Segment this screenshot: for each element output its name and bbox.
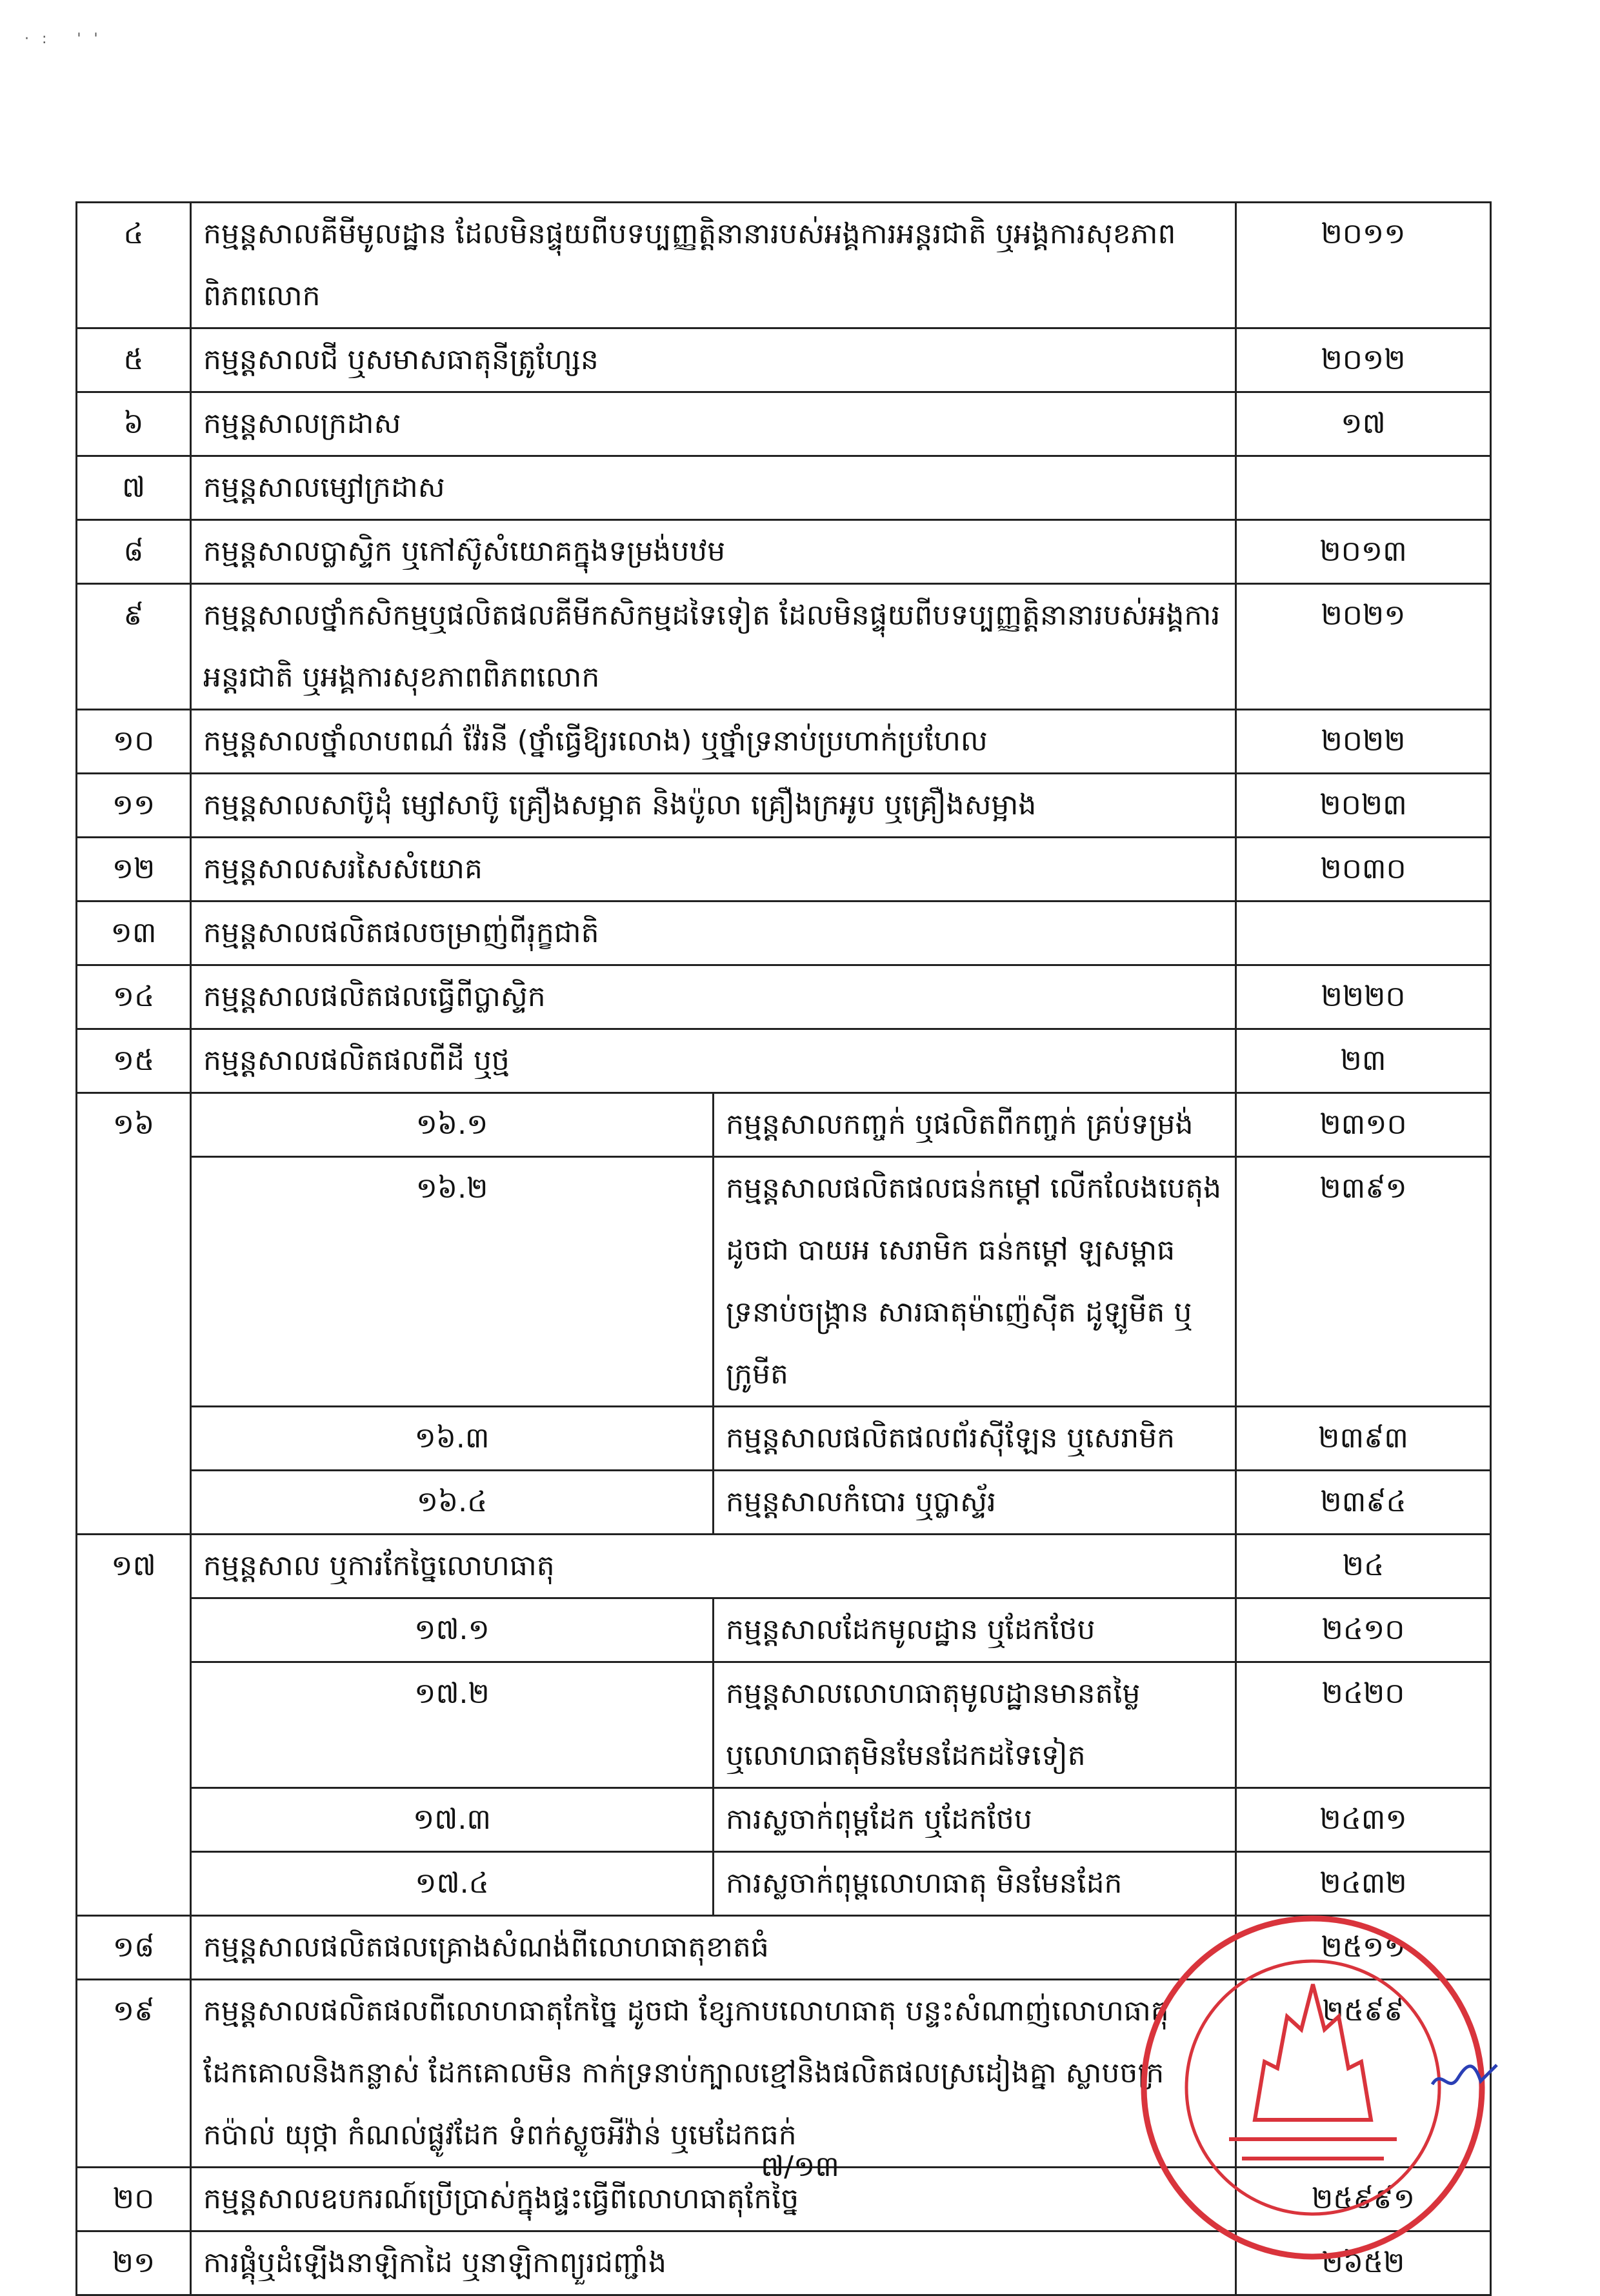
row-number: ៦ — [77, 392, 191, 456]
row-description: កម្មន្តសាលសរសៃសំយោគ — [191, 838, 1236, 901]
row-code: ២២២០ — [1236, 965, 1491, 1029]
signature-mark — [1429, 2055, 1500, 2100]
row-code: ២៤ — [1236, 1535, 1491, 1598]
row-number: ៤ — [77, 203, 191, 328]
row-description: កម្មន្តសាលគីមីមូលដ្ឋាន ដែលមិនផ្ទុយពីបទប្បញ្ញត្តិនានារបស់អង្គការអន្តរជាតិ ឬអង្គការសុខភាពពិភពលោក — [191, 203, 1236, 328]
row-description: ការផ្គុំឬដំឡើងនាឡិកាដៃ ឬនាឡិកាព្យួរជញ្ជាំង — [191, 2231, 1236, 2295]
row-code: ២៥៩៩ — [1236, 1980, 1491, 2168]
table-row — [77, 1471, 1491, 1535]
page-number: ៧/១៣ — [761, 2150, 839, 2183]
row-description: កម្មន្តសាលលោហធាតុមូលដ្ឋានមានតម្លៃ ឬលោហធាតុមិនមែនដែកដទៃទៀត — [714, 1662, 1236, 1788]
row-description: កម្មន្តសាល ឬការកែច្នៃលោហធាតុ — [191, 1535, 1236, 1598]
row-code: ២៦៥២ — [1236, 2231, 1491, 2295]
row-description: កម្មន្តសាលផលិតផលធ្វើពីប្លាស្ទិក — [191, 965, 1236, 1029]
row-number: ៨ — [77, 520, 191, 584]
row-number: ៧ — [77, 456, 191, 520]
table-row — [77, 710, 1491, 774]
row-number: ១២ — [77, 838, 191, 901]
row-code: ២០២៣ — [1236, 774, 1491, 838]
sub-number: ១៧.២ — [191, 1662, 714, 1788]
table-row — [77, 1029, 1491, 1093]
row-number: ១៨ — [77, 1916, 191, 1980]
row-description: ការស្លចាក់ពុម្ពលោហធាតុ មិនមែនដែក — [714, 1852, 1236, 1916]
scan-specks: ·: '' — [25, 31, 111, 47]
table-row — [77, 774, 1491, 838]
table-row — [77, 1662, 1491, 1788]
table-row — [77, 1788, 1491, 1852]
sub-number: ១៦.៣ — [191, 1407, 714, 1471]
row-description: កម្មន្តសាលក្រដាស — [191, 392, 1236, 456]
table-row — [77, 965, 1491, 1029]
row-code: ២៣១០ — [1236, 1093, 1491, 1157]
row-code: ២៥១១ — [1236, 1916, 1491, 1980]
row-code — [1236, 456, 1491, 520]
row-description: កម្មន្តសាលប្លាស្ទិក ឬកៅស៊ូសំយោគក្នុងទម្រង់បឋម — [191, 520, 1236, 584]
table-row — [77, 584, 1491, 710]
row-number: ១៥ — [77, 1029, 191, 1093]
table-row — [77, 1407, 1491, 1471]
row-code: ២០២២ — [1236, 710, 1491, 774]
row-description: កម្មន្តសាលផលិតផលធន់កម្តៅ លើកលែងបេតុង ដូចជា បាយអ សេរាមិក ធន់កម្តៅ ឡសម្ពាធ ទ្រនាប់ចង្ក្រាន សារធាតុម៉ាញ៉េស៊ីត ដូឡូមីត ឬក្រូមីត — [714, 1157, 1236, 1407]
row-code: ២០១២ — [1236, 328, 1491, 392]
row-description: កម្មន្តសាលផលិតផលពីដី ឬថ្ម — [191, 1029, 1236, 1093]
sub-number: ១៧.៤ — [191, 1852, 714, 1916]
row-number: ១៩ — [77, 1980, 191, 2168]
row-description: កម្មន្តសាលជី ឬសមាសធាតុនីត្រូហ្សែន — [191, 328, 1236, 392]
sub-number: ១៦.២ — [191, 1157, 714, 1407]
row-code: ២៣៩១ — [1236, 1157, 1491, 1407]
sub-number: ១៧.៣ — [191, 1788, 714, 1852]
table-row — [77, 392, 1491, 456]
row-description: ការស្លចាក់ពុម្ពដែក ឬដែកថែប — [714, 1788, 1236, 1852]
table-row — [77, 520, 1491, 584]
table-row — [77, 328, 1491, 392]
table-row — [77, 1598, 1491, 1662]
row-code: ២៣៩៣ — [1236, 1407, 1491, 1471]
sub-number: ១៧.១ — [191, 1598, 714, 1662]
row-number: ១៧ — [77, 1535, 191, 1916]
row-number: ២០ — [77, 2168, 191, 2231]
row-code: ២៥៩៩១ — [1236, 2168, 1491, 2231]
row-description: កម្មន្តសាលកញ្ចក់ ឬផលិតពីកញ្ចក់ គ្រប់ទម្រង់ — [714, 1093, 1236, 1157]
row-description: កម្មន្តសាលផលិតផលព័រស៊ីឡែន ឬសេរាមិក — [714, 1407, 1236, 1471]
table-row — [77, 901, 1491, 965]
row-number: ១៣ — [77, 901, 191, 965]
row-code: ១៧ — [1236, 392, 1491, 456]
table-row — [77, 456, 1491, 520]
row-code — [1236, 901, 1491, 965]
sub-number: ១៦.៤ — [191, 1471, 714, 1535]
row-description: កម្មន្តសាលកំបោរ ឬប្លាស្ទ័រ — [714, 1471, 1236, 1535]
row-number: ១៤ — [77, 965, 191, 1029]
row-code: ២៤២០ — [1236, 1662, 1491, 1788]
row-description: កម្មន្តសាលផលិតផលគ្រោងសំណង់ពីលោហធាតុខាតធំ — [191, 1916, 1236, 1980]
row-description: កម្មន្តសាលថ្នាំលាបពណ៌ វ៉ែរនី (ថ្នាំធ្វើឱ្យរលោង) ឬថ្នាំទ្រនាប់ប្រហាក់ប្រហែល — [191, 710, 1236, 774]
table-row — [77, 203, 1491, 328]
row-number: ៥ — [77, 328, 191, 392]
row-description: កម្មន្តសាលដែកមូលដ្ឋាន ឬដែកថែប — [714, 1598, 1236, 1662]
row-code: ២៤៣២ — [1236, 1852, 1491, 1916]
row-description: កម្មន្តសាលឧបករណ៍ប្រើប្រាស់ក្នុងផ្ទះធ្វើពីលោហធាតុកែច្នៃ — [191, 2168, 1236, 2231]
row-description: កម្មន្តសាលផលិតផលចម្រាញ់ពីរុក្ខជាតិ — [191, 901, 1236, 965]
table-row — [77, 838, 1491, 901]
row-number: ២១ — [77, 2231, 191, 2295]
row-description: កម្មន្តសាលផលិតផលពីលោហធាតុកែច្នៃ ដូចជា ខ្សែកាបលោហធាតុ បន្ទះសំណាញ់លោហធាតុ ដែកគោលនិងកន្លាស់ ដែកគោលមិន កាក់ទ្រនាប់ក្បាលខ្មៅនិងផលិតផលស្រដៀងគ្នា ស្លាបចក្រ កប៉ាល់ យុថ្កា កំណល់ផ្លូវដែក ទំពក់ស្លូចអីវ៉ាន់ ឬមេដែកធក់ — [191, 1980, 1236, 2168]
table-row — [77, 1157, 1491, 1407]
row-number: ១០ — [77, 710, 191, 774]
row-description: កម្មន្តសាលថ្នាំកសិកម្មឬផលិតផលគីមីកសិកម្មដទៃទៀត ដែលមិនផ្ទុយពីបទប្បញ្ញត្តិនានារបស់អង្គការអន្តរជាតិ ឬអង្គការសុខភាពពិភពលោក — [191, 584, 1236, 710]
row-code: ២៣៩៤ — [1236, 1471, 1491, 1535]
row-code: ២៤៣១ — [1236, 1788, 1491, 1852]
row-code: ២០៣០ — [1236, 838, 1491, 901]
row-code: ២៤១០ — [1236, 1598, 1491, 1662]
row-number: ១១ — [77, 774, 191, 838]
row-number: ៩ — [77, 584, 191, 710]
sub-number: ១៦.១ — [191, 1093, 714, 1157]
row-code: ២០២១ — [1236, 584, 1491, 710]
row-number: ១៦ — [77, 1093, 191, 1535]
row-description: កម្មន្តសាលសាប៊ូដុំ ម្សៅសាប៊ូ គ្រឿងសម្អាត និងប៉ូលា គ្រឿងក្រអូប ឬគ្រឿងសម្អាង — [191, 774, 1236, 838]
table-row — [77, 1093, 1491, 1157]
row-code: ២០១៣ — [1236, 520, 1491, 584]
row-description: កម្មន្តសាលម្សៅក្រដាស — [191, 456, 1236, 520]
row-code: ២៣ — [1236, 1029, 1491, 1093]
table-row — [77, 1852, 1491, 1916]
row-code: ២០១១ — [1236, 203, 1491, 328]
table-row — [77, 1535, 1491, 1598]
